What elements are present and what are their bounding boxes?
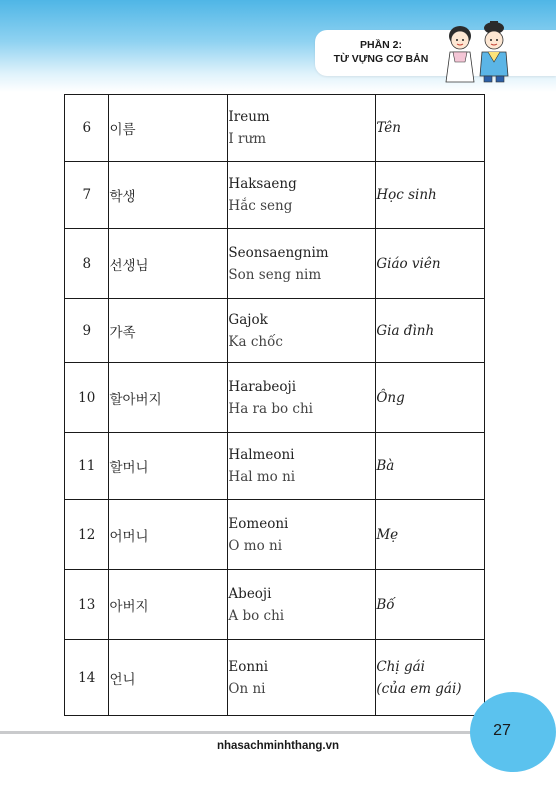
korean-word: 아버지 [109,570,228,640]
row-number: 10 [65,363,109,433]
table-row [65,363,485,433]
table-row [65,162,485,229]
romanization: Abeoji [228,585,272,602]
romanization: Halmeoni [228,447,295,463]
part-label: PHẦN 2: [359,39,402,51]
korean-couple-mascot-icon [438,18,518,84]
table-row [65,500,485,570]
korean-word: 언니 [109,640,228,716]
romanization: Eomeoni [228,515,289,532]
romanization-cell [228,570,376,640]
romanization: Harabeoji [228,378,297,395]
romanization: Seonsaengnim [228,244,329,261]
table-row [65,640,485,716]
table-row [65,570,485,640]
vocabulary-table [64,94,485,716]
meaning: Bà [376,433,485,500]
korean-word: 가족 [109,299,228,363]
pronunciation: Son seng nim [228,266,322,283]
pronunciation: Hắc seng [228,198,293,214]
row-number: 9 [65,299,109,363]
row-number: 6 [65,95,109,162]
table-row [65,95,485,162]
page-number: 27 [493,722,511,739]
romanization-cell [228,363,376,433]
section-label: TỪ VỰNG CƠ BẢN [333,53,429,65]
romanization: Ireum [228,109,270,125]
romanization: Eonni [228,658,269,675]
table-row [65,299,485,363]
romanization-cell [228,95,376,162]
romanization-cell [228,299,376,363]
romanization-cell [228,500,376,570]
korean-word: 어머니 [109,500,228,570]
row-number: 7 [65,162,109,229]
romanization-cell [228,640,376,716]
pronunciation: On ni [228,680,266,697]
romanization-cell [228,162,376,229]
korean-word: 할아버지 [109,363,228,433]
meaning: Giáo viên [376,229,485,299]
row-number: 11 [65,433,109,500]
romanization-cell [228,433,376,500]
row-number: 12 [65,500,109,570]
meaning-cell [376,640,485,716]
row-number: 8 [65,229,109,299]
pronunciation: Hal mo ni [228,469,296,485]
pronunciation: Ha ra bo chi [228,400,313,417]
meaning: Chị gái [376,658,425,675]
meaning: Ông [376,363,485,433]
korean-word: 이름 [109,95,228,162]
meaning: Tên [376,95,485,162]
publisher-website: nhasachminhthang.vn [216,740,340,752]
row-number: 14 [65,640,109,716]
meaning: Gia đình [376,299,485,363]
table-row [65,433,485,500]
table-row [65,229,485,299]
pronunciation: A bo chi [228,607,285,624]
section-title [326,38,436,66]
romanization-cell [228,229,376,299]
korean-word: 할머니 [109,433,228,500]
korean-word: 선생님 [109,229,228,299]
pronunciation: I rưm [228,131,266,147]
pronunciation: O mo ni [228,537,283,554]
footer-divider [0,731,480,734]
romanization: Haksaeng [228,176,297,192]
meaning-note: (của em gái) [376,680,462,697]
meaning: Bố [376,570,485,640]
romanization: Gajok [228,311,268,328]
row-number: 13 [65,570,109,640]
korean-word: 학생 [109,162,228,229]
meaning: Học sinh [376,162,485,229]
pronunciation: Ka chốc [228,333,283,350]
meaning: Mẹ [376,500,485,570]
